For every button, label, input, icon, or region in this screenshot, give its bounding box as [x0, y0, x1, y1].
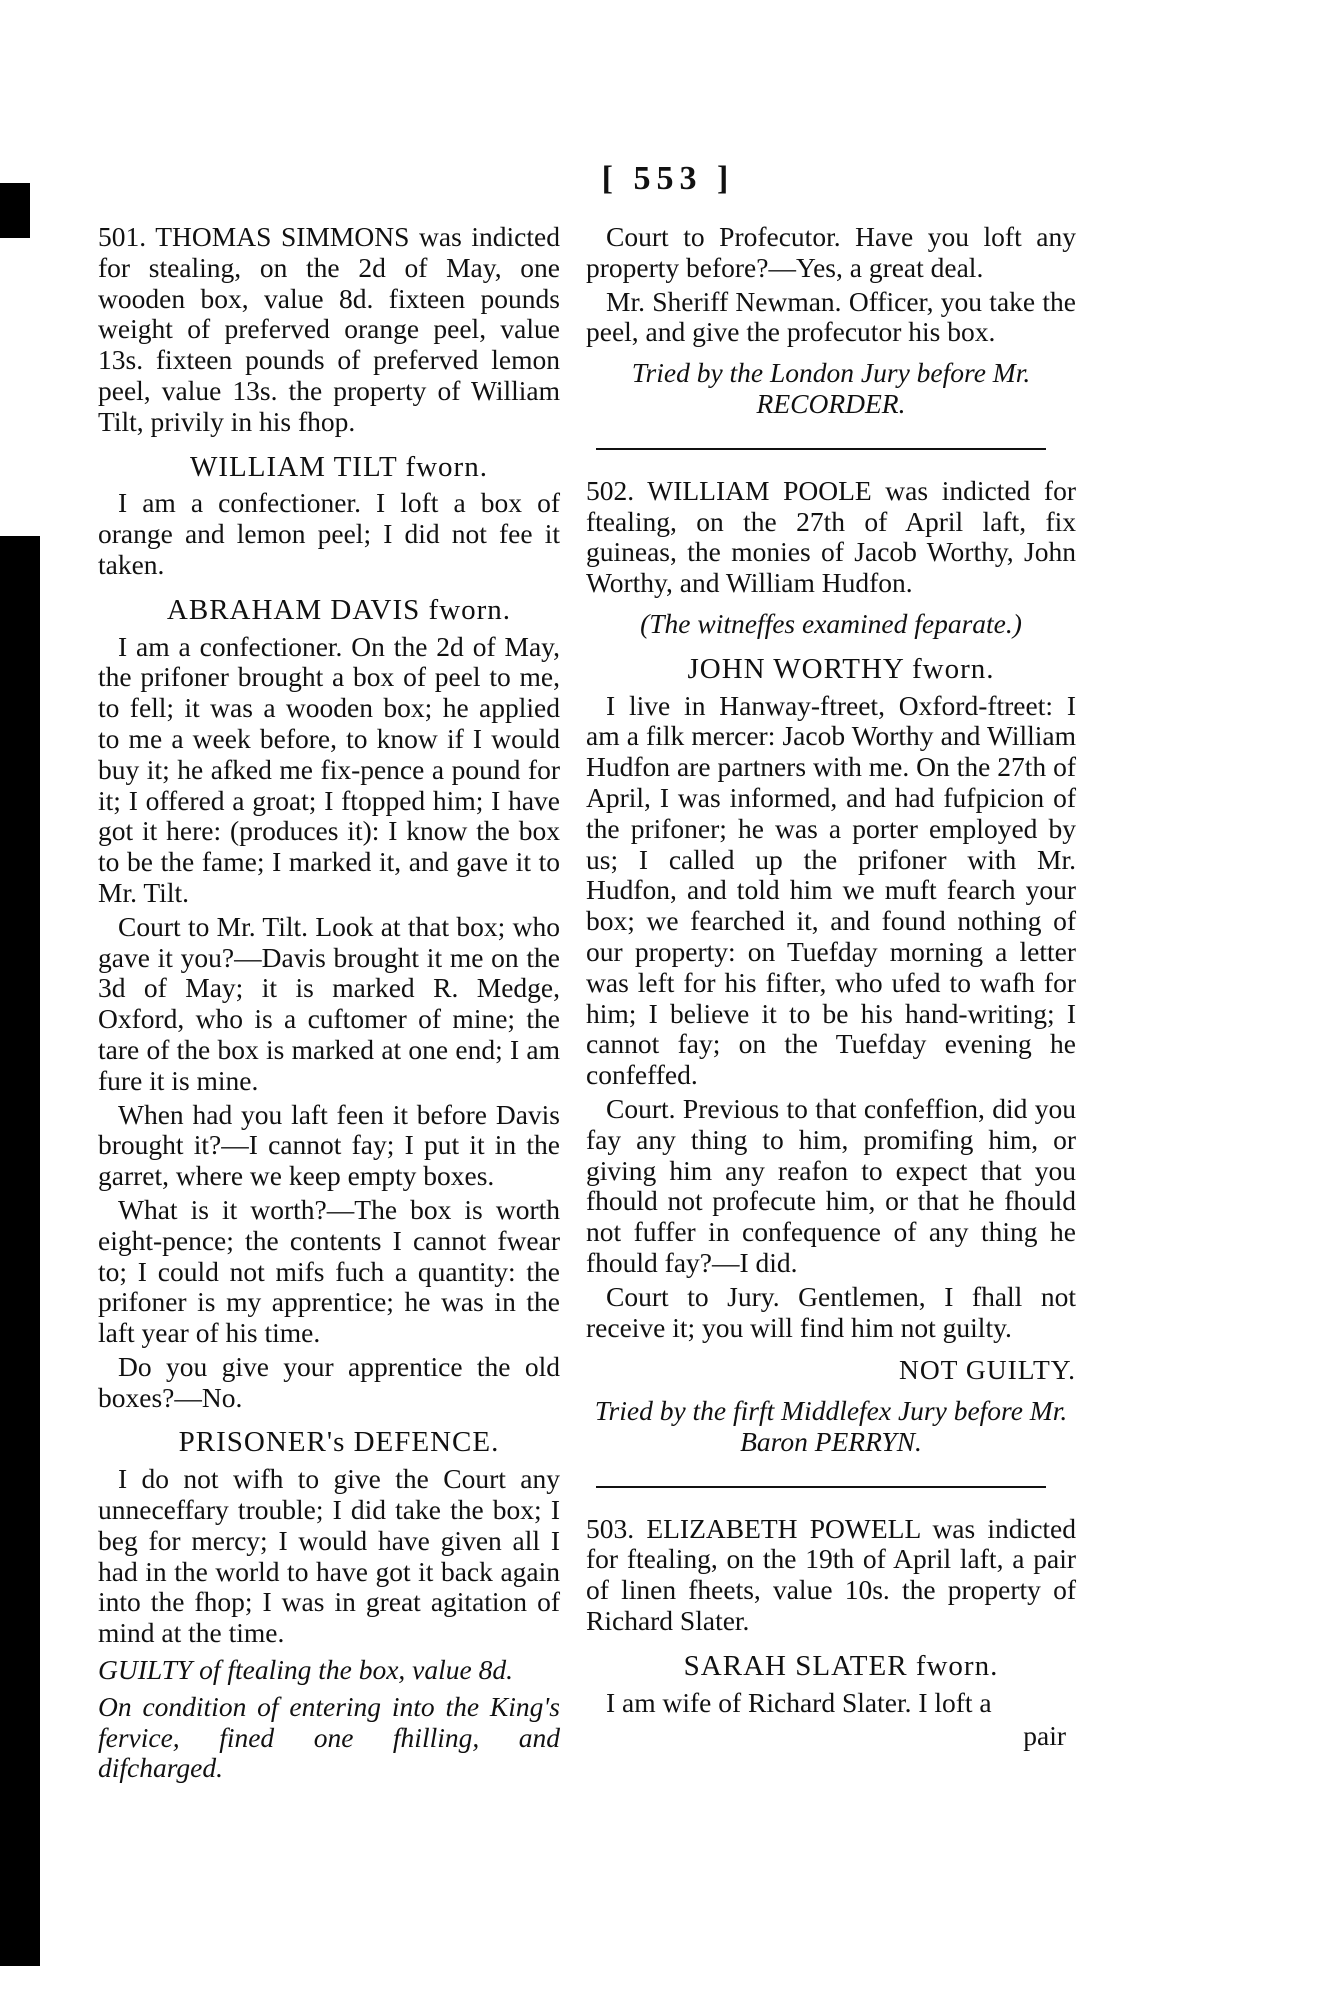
jury-note: Tried by the London Jury before Mr. RECORDER.: [631, 357, 1031, 419]
section-divider: [596, 448, 1046, 450]
jury-note: (The witneffes examined feparate.): [640, 607, 1022, 639]
witness-heading: WILLIAM TILT fworn.: [190, 450, 488, 483]
right-column: [586, 222, 1076, 1755]
case-indictment: 502. WILLIAM POOLE was indicted for ftealing, on the 27th of April laft, fix guineas, the monies of Jacob Worthy, John Worthy, and William Hudfon.: [586, 474, 1076, 599]
verdict: NOT GUILTY.: [898, 1354, 1076, 1386]
testimony-paragraph: I live in Hanway-ftreet, Oxford-ftreet: I am a filk mercer: Jacob Worthy and William Hudfon are partners with me. On the 27th of April, I was informed, and had fufpicion of the prifoner; he was a porter employed by us; I called up the prifoner with Mr. Hudfon, and told him we muft fearch your box; we fearched it, and found nothing of our property: on Tuefday morning a letter was left for his fifter, who ufed to wafh for him; I believe it to be his hand-writing; I cannot fay; on the Tuefday evening he confeffed.: [586, 689, 1076, 1091]
left-column: [98, 222, 560, 1787]
testimony-paragraph: I am a confectioner. On the 2d of May, the prifoner brought a box of peel to me, to fell; it was a wooden box; he applied to me a week before, to know if I would buy it; he afked me fix-pence a pound for it; I offered a groat; I ftopped him; I have got it here: (produces it): I know the box to be the fame; I marked it, and gave it to Mr. Tilt.: [98, 630, 560, 908]
case-indictment: 503. ELIZABETH POWELL was indicted for ftealing, on the 19th of April laft, a pair of linen fheets, value 10s. the property of Richard Slater.: [586, 1512, 1076, 1637]
testimony-paragraph: Court to Profecutor. Have you loft any property before?—Yes, a great deal.: [586, 221, 1076, 283]
page-number: [ 553 ]: [601, 160, 735, 197]
jury-note: Tried by the firft Middlefex Jury before Mr. Baron PERRYN.: [594, 1395, 1068, 1457]
witness-heading: ABRAHAM DAVIS fworn.: [166, 593, 512, 626]
testimony-paragraph: Do you give your apprentice the old boxes?—No.: [98, 1350, 560, 1413]
testimony-paragraph: When had you laft feen it before Davis brought it?—I cannot fay; I put it in the garret, where we keep empty boxes.: [98, 1098, 560, 1192]
witness-heading: PRISONER's DEFENCE.: [178, 1426, 500, 1459]
verdict: GUILTY of ftealing the box, value 8d.: [98, 1654, 513, 1686]
catchword: pair: [1023, 1720, 1066, 1752]
case-indictment: 501. THOMAS SIMMONS was indicted for stealing, on the 2d of May, one wooden box, value 8d. fixteen pounds weight of preferved orange peel, value 13s. fixteen pounds of preferved lemon peel, value 13s. the property of William Tilt, privily in his fhop.: [98, 221, 560, 437]
testimony-paragraph: What is it worth?—The box is worth eight-pence; the contents I cannot fwear to; I could not mifs fuch a quantity: the prifoner is my apprentice; he was in the laft year of his time.: [98, 1193, 560, 1349]
testimony-paragraph: Court to Mr. Tilt. Look at that box; who gave it you?—Davis brought it me on the 3d of May; it is marked R. Medge, Oxford, who is a cuftomer of mine; the tare of the box is marked at one end; I am fure it is mine.: [98, 910, 560, 1096]
testimony-paragraph: I am wife of Richard Slater. I loft a: [606, 1686, 992, 1718]
testimony-paragraph: Court. Previous to that confeffion, did you fay any thing to him, promifing him, or giving him any reafon to expect that you fhould not profecute him, or that he fhould not fuffer in confequence of any thing he fhould fay?—I did.: [586, 1092, 1076, 1278]
section-divider: [596, 1486, 1046, 1488]
testimony-paragraph: Court to Jury. Gentlemen, I fhall not receive it; you will find him not guilty.: [586, 1280, 1076, 1343]
testimony-paragraph: I do not wifh to give the Court any unneceffary trouble; I did take the box; I beg for mercy; I would have given all I had in the world to have got it back again into the fhop; I was in great agitation of mind at the time.: [98, 1463, 560, 1649]
witness-heading: SARAH SLATER fworn.: [683, 1649, 999, 1682]
testimony-paragraph: Mr. Sheriff Newman. Officer, you take the peel, and give the profecutor his box.: [586, 285, 1076, 348]
witness-heading: JOHN WORTHY fworn.: [687, 652, 995, 685]
scan-edge-mark-bottom: [0, 536, 40, 1966]
verdict: On condition of entering into the King's fervice, fined one fhilling, and difcharged.: [98, 1690, 560, 1784]
testimony-paragraph: I am a confectioner. I loft a box of orange and lemon peel; I did not fee it taken.: [98, 487, 560, 580]
